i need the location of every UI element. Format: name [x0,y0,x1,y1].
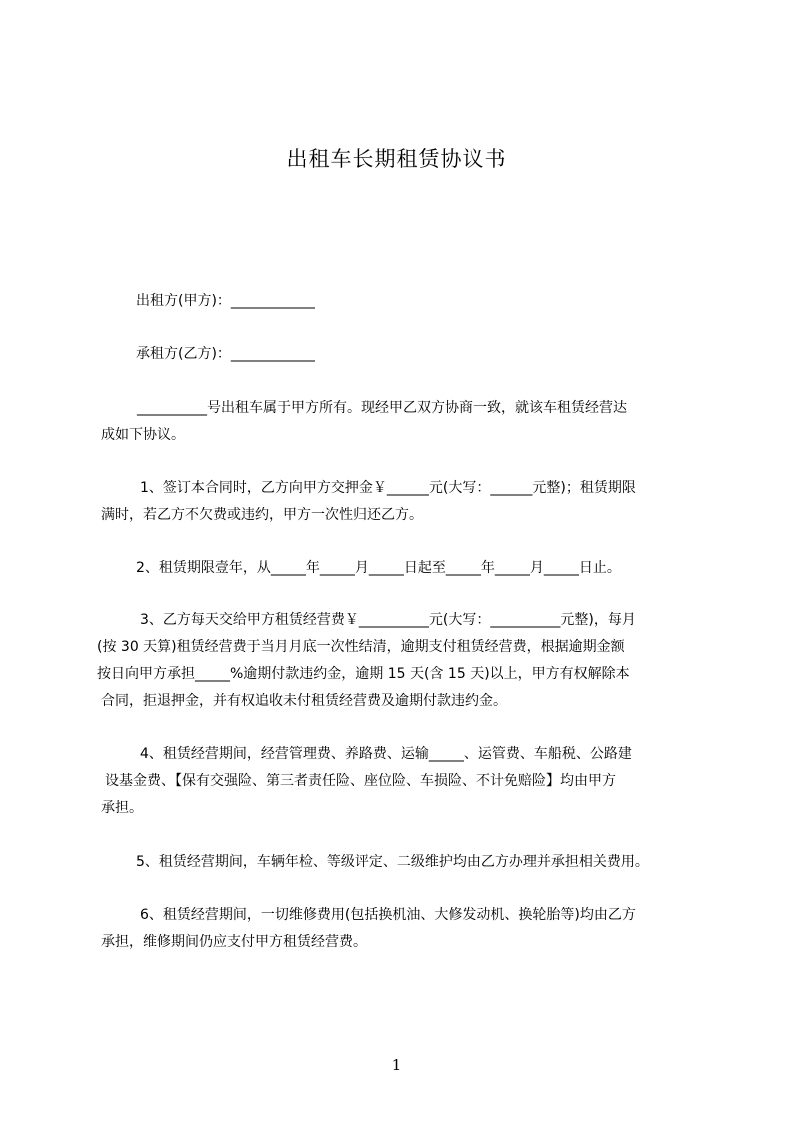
lessee-line: 承租方(乙方)：____________ [136,346,315,362]
intro-line-1: __________号出租车属于甲方所有。现经甲乙双方协商一致，就该车租赁经营达 [137,400,627,416]
clause-5-line-1: 5、租赁经营期间，车辆年检、等级评定、二级维护均由乙方办理并承担相关费用。 [136,854,649,870]
clause-1-line-2: 满时，若乙方不欠费或违约，甲方一次性归还乙方。 [101,507,423,523]
clause-2-line-1: 2、租赁期限壹年，从_____年_____月_____日起至_____年_____月_____日止。 [136,560,621,576]
clause-6-line-2: 承担，维修期间仍应支付甲方租赁经营费。 [101,934,367,950]
clause-6-line-1: 6、租赁经营期间，一切维修费用(包括换机油、大修发动机、换轮胎等)均由乙方 [140,907,636,923]
clause-4-line-2: 设基金费、【保有交强险、第三者责任险、座位险、车损险、不计免赔险】均由甲方 [105,773,616,789]
clause-3-line-4: 合同，拒退押金，并有权追收未付租赁经营费及逾期付款违约金。 [101,693,507,709]
document-title: 出租车长期租赁协议书 [286,147,507,171]
clause-4-line-3: 承担。 [101,800,143,816]
page-number: 1 [391,1056,402,1074]
clause-3-line-3: 按日向甲方承担_____%逾期付款违约金，逾期 15 天(含 15 天)以上，甲方有权解除本 [97,666,630,682]
lessor-line: 出租方(甲方)：____________ [136,293,315,309]
clause-1-line-1: 1、签订本合同时，乙方向甲方交押金￥______元(大写：______元整)；租赁期限 [140,480,636,496]
clause-4-line-1: 4、租赁经营期间，经营管理费、养路费、运输_____、运管费、车船税、公路建 [140,746,632,762]
clause-3-line-2: (按 30 天算)租赁经营费于当月月底一次性结清，逾期支付租赁经营费，根据逾期金额 [97,639,625,655]
intro-line-2: 成如下协议。 [101,427,185,443]
clause-3-line-1: 3、乙方每天交给甲方租赁经营费￥__________元(大写：__________元整)，每月 [140,612,636,628]
